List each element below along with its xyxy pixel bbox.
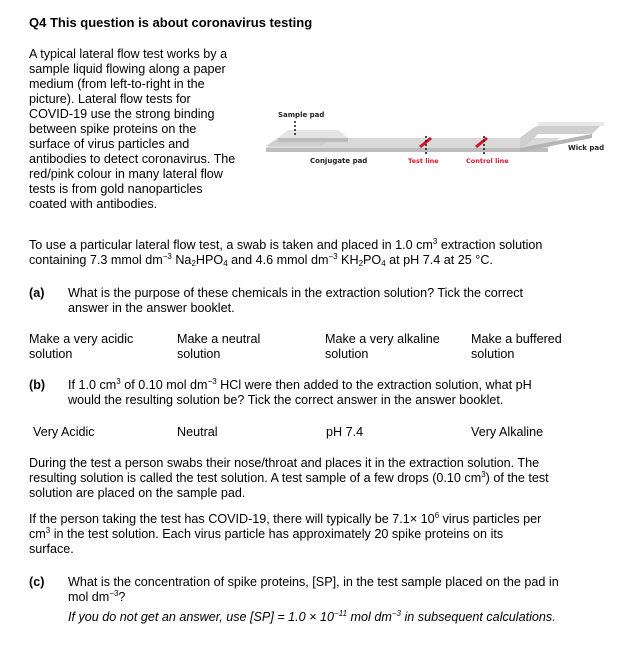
intro-paragraph xyxy=(29,47,265,212)
test-line-label: Test line xyxy=(408,157,439,165)
intro-line: between spike proteins on the xyxy=(29,122,197,136)
sample-pad-label: Sample pad xyxy=(278,111,325,119)
intro-line: sample liquid flowing along a paper xyxy=(29,62,226,76)
intro-line: antibodies to detect coronavirus. The xyxy=(29,152,236,166)
lateral-flow-diagram xyxy=(258,108,608,170)
test-paragraph: During the test a person swabs their nose/throat and places it in the extraction solution. The resulting solution is called the test solution. A test sample of a few drops (0.10 $cm^3$) of the test solution are placed on the sample pad. xyxy=(29,456,549,500)
covid-paragraph: If the person taking the test has COVID-19, there will typically be $7.1\times 10^6$ virus particles per $cm^3$ in the test solution. Each virus particle has approximately 20 spike proteins on its surface. xyxy=(29,511,542,556)
intro-line: red/pink colour in many lateral flow xyxy=(29,167,223,181)
question-c-label: (c) xyxy=(29,575,45,589)
setup-paragraph: To use a particular lateral flow test, a swab is taken and placed in 1.0 $cm^3$ extraction solution containing 7.3 mmol $dm^{-3}$ $Na_2HPO_4$ and 4.6 mmol $dm^{-3}$ $KH_2PO_4$ at pH 7.4 at 25 °C. xyxy=(29,237,543,268)
intro-line: medium (from left-to-right in the xyxy=(29,77,205,91)
intro-line: COVID-19 use the strong binding xyxy=(29,107,215,121)
conjugate-pad-label: Conjugate pad xyxy=(310,157,368,165)
wick-pad-top xyxy=(538,122,604,126)
option-b-ph[interactable]: pH 7.4 xyxy=(326,425,364,439)
intro-line: coated with antibodies. xyxy=(29,197,158,211)
option-very-alkaline[interactable]: Make a very alkaline solution xyxy=(325,332,440,361)
option-b-neutral[interactable]: Neutral xyxy=(177,425,218,439)
option-b-very-acidic[interactable]: Very Acidic xyxy=(33,425,95,439)
intro-line: tests is from gold nanoparticles xyxy=(29,182,203,196)
sample-pad-edge xyxy=(278,138,348,142)
option-very-acidic[interactable]: Make a very acidic solution xyxy=(29,332,134,361)
question-c: (c) What is the concentration of spike proteins, [SP], in the test sample placed on the pad in mol $dm^{-3}$? If you do not get an answer, use $[SP] = 1.0 \times 10^{-11}$ mol $dm^{-3}$ in subsequent calculations. xyxy=(29,575,609,625)
option-b-very-alkaline[interactable]: Very Alkaline xyxy=(471,425,544,439)
option-neutral[interactable]: Make a neutral solution xyxy=(177,332,261,361)
question-b: (b) If 1.0 $cm^3$ of 0.10 mol $dm^{-3}$ HCl were then added to the extraction solution, what pH would the resulting solution be? Tick the correct answer in the answer booklet. xyxy=(29,377,532,407)
intro-line: surface of virus particles and xyxy=(29,137,190,151)
wick-pad-label: Wick pad xyxy=(568,144,605,152)
question-title: Q4 This question is about coronavirus testing xyxy=(29,15,313,30)
fallback-note: If you do not get an answer, use $[SP] = 1.0 \times 10^{-11}$ mol $dm^{-3}$ in subsequent calculations. xyxy=(68,609,556,624)
control-line-label: Control line xyxy=(466,157,509,165)
question-b-label: (b) xyxy=(29,378,46,392)
intro-line: picture). Lateral flow tests for xyxy=(29,92,191,106)
strip-base-edge xyxy=(266,148,548,152)
option-buffered[interactable]: Make a buffered solution xyxy=(471,332,562,361)
question-a: (a) What is the purpose of these chemicals in the extraction solution? Tick the correct answer in the answer booklet. xyxy=(29,286,523,315)
intro-line: A typical lateral flow test works by a xyxy=(29,47,228,61)
sample-pad-top xyxy=(278,130,348,138)
question-a-label: (a) xyxy=(29,286,45,300)
